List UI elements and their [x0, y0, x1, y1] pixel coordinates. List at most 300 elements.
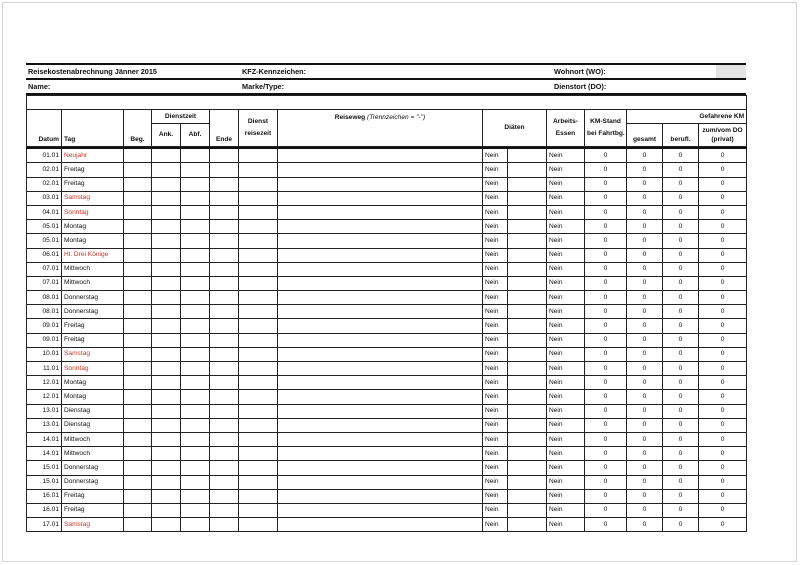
cell-diaeten[interactable]: Nein [483, 432, 508, 446]
cell-ende[interactable] [210, 404, 239, 418]
cell-ende[interactable] [210, 163, 239, 177]
cell-tag[interactable]: Donnerstag [62, 461, 124, 475]
cell-tag[interactable]: Montag [62, 376, 124, 390]
cell-tag[interactable]: Freitag [62, 503, 124, 517]
cell-diaeten[interactable]: Nein [483, 177, 508, 191]
cell-dienstreisezeit[interactable] [239, 418, 278, 432]
cell-diaeten-amount[interactable] [508, 276, 547, 290]
cell-diaeten[interactable]: Nein [483, 148, 508, 163]
cell-dienstreisezeit[interactable] [239, 518, 278, 532]
cell-arbeitsessen[interactable]: Nein [547, 220, 585, 234]
cell-arbeitsessen[interactable]: Nein [547, 447, 585, 461]
cell-dienstreisezeit[interactable] [239, 177, 278, 191]
cell-tag[interactable]: Sonntag [62, 362, 124, 376]
cell-arbeitsessen[interactable]: Nein [547, 148, 585, 163]
cell-arbeitsessen[interactable]: Nein [547, 163, 585, 177]
cell-tag[interactable]: Montag [62, 234, 124, 248]
cell-reiseweg[interactable] [278, 518, 483, 532]
cell-diaeten-amount[interactable] [508, 163, 547, 177]
cell-diaeten-amount[interactable] [508, 305, 547, 319]
cell-arbeitsessen[interactable]: Nein [547, 276, 585, 290]
cell-ende[interactable] [210, 291, 239, 305]
cell-kmstand[interactable]: 0 [585, 475, 627, 489]
cell-ank[interactable] [152, 291, 181, 305]
cell-diaeten[interactable]: Nein [483, 234, 508, 248]
cell-diaeten[interactable]: Nein [483, 220, 508, 234]
cell-reiseweg[interactable] [278, 461, 483, 475]
cell-berufl[interactable]: 0 [663, 376, 699, 390]
cell-diaeten[interactable]: Nein [483, 163, 508, 177]
cell-privat[interactable]: 0 [699, 191, 747, 205]
cell-abf[interactable] [181, 163, 210, 177]
cell-abf[interactable] [181, 347, 210, 361]
cell-berufl[interactable]: 0 [663, 163, 699, 177]
cell-diaeten-amount[interactable] [508, 262, 547, 276]
cell-beg[interactable] [124, 177, 152, 191]
cell-tag[interactable]: Samstag [62, 191, 124, 205]
cell-tag[interactable]: Freitag [62, 333, 124, 347]
cell-berufl[interactable]: 0 [663, 475, 699, 489]
cell-ank[interactable] [152, 362, 181, 376]
cell-reiseweg[interactable] [278, 418, 483, 432]
cell-ende[interactable] [210, 234, 239, 248]
cell-ende[interactable] [210, 503, 239, 517]
cell-ank[interactable] [152, 518, 181, 532]
cell-diaeten[interactable]: Nein [483, 191, 508, 205]
cell-gesamt[interactable]: 0 [627, 276, 663, 290]
cell-diaeten-amount[interactable] [508, 518, 547, 532]
cell-dienstreisezeit[interactable] [239, 205, 278, 219]
cell-dienstreisezeit[interactable] [239, 447, 278, 461]
cell-dienstreisezeit[interactable] [239, 148, 278, 163]
cell-tag[interactable]: Donnerstag [62, 475, 124, 489]
cell-datum[interactable]: 14.01 [27, 432, 62, 446]
cell-ank[interactable] [152, 489, 181, 503]
cell-gesamt[interactable]: 0 [627, 489, 663, 503]
cell-arbeitsessen[interactable]: Nein [547, 205, 585, 219]
cell-gesamt[interactable]: 0 [627, 248, 663, 262]
cell-ank[interactable] [152, 305, 181, 319]
cell-berufl[interactable]: 0 [663, 461, 699, 475]
cell-beg[interactable] [124, 205, 152, 219]
cell-ende[interactable] [210, 518, 239, 532]
cell-ende[interactable] [210, 376, 239, 390]
cell-ende[interactable] [210, 489, 239, 503]
cell-berufl[interactable]: 0 [663, 276, 699, 290]
cell-arbeitsessen[interactable]: Nein [547, 418, 585, 432]
cell-kmstand[interactable]: 0 [585, 276, 627, 290]
cell-datum[interactable]: 05.01 [27, 234, 62, 248]
cell-gesamt[interactable]: 0 [627, 461, 663, 475]
cell-reiseweg[interactable] [278, 503, 483, 517]
cell-dienstreisezeit[interactable] [239, 489, 278, 503]
cell-berufl[interactable]: 0 [663, 220, 699, 234]
cell-berufl[interactable]: 0 [663, 432, 699, 446]
cell-diaeten[interactable]: Nein [483, 418, 508, 432]
cell-ende[interactable] [210, 347, 239, 361]
cell-ank[interactable] [152, 418, 181, 432]
cell-reiseweg[interactable] [278, 376, 483, 390]
cell-ende[interactable] [210, 362, 239, 376]
cell-ank[interactable] [152, 148, 181, 163]
cell-privat[interactable]: 0 [699, 177, 747, 191]
cell-kmstand[interactable]: 0 [585, 262, 627, 276]
cell-privat[interactable]: 0 [699, 518, 747, 532]
cell-beg[interactable] [124, 390, 152, 404]
cell-gesamt[interactable]: 0 [627, 447, 663, 461]
cell-gesamt[interactable]: 0 [627, 432, 663, 446]
cell-privat[interactable]: 0 [699, 319, 747, 333]
cell-gesamt[interactable]: 0 [627, 234, 663, 248]
cell-abf[interactable] [181, 205, 210, 219]
cell-kmstand[interactable]: 0 [585, 489, 627, 503]
cell-gesamt[interactable]: 0 [627, 148, 663, 163]
cell-reiseweg[interactable] [278, 220, 483, 234]
cell-reiseweg[interactable] [278, 404, 483, 418]
cell-abf[interactable] [181, 177, 210, 191]
cell-dienstreisezeit[interactable] [239, 291, 278, 305]
cell-beg[interactable] [124, 148, 152, 163]
cell-arbeitsessen[interactable]: Nein [547, 191, 585, 205]
cell-arbeitsessen[interactable]: Nein [547, 291, 585, 305]
cell-reiseweg[interactable] [278, 248, 483, 262]
cell-kmstand[interactable]: 0 [585, 447, 627, 461]
cell-reiseweg[interactable] [278, 276, 483, 290]
cell-datum[interactable]: 09.01 [27, 319, 62, 333]
cell-tag[interactable]: Mittwoch [62, 262, 124, 276]
cell-diaeten[interactable]: Nein [483, 518, 508, 532]
cell-kmstand[interactable]: 0 [585, 404, 627, 418]
cell-beg[interactable] [124, 404, 152, 418]
cell-gesamt[interactable]: 0 [627, 191, 663, 205]
cell-diaeten-amount[interactable] [508, 461, 547, 475]
cell-ank[interactable] [152, 205, 181, 219]
cell-kmstand[interactable]: 0 [585, 234, 627, 248]
cell-beg[interactable] [124, 489, 152, 503]
cell-beg[interactable] [124, 503, 152, 517]
cell-arbeitsessen[interactable]: Nein [547, 362, 585, 376]
cell-privat[interactable]: 0 [699, 305, 747, 319]
cell-privat[interactable]: 0 [699, 362, 747, 376]
cell-diaeten[interactable]: Nein [483, 333, 508, 347]
cell-abf[interactable] [181, 418, 210, 432]
cell-privat[interactable]: 0 [699, 390, 747, 404]
cell-berufl[interactable]: 0 [663, 404, 699, 418]
cell-dienstreisezeit[interactable] [239, 163, 278, 177]
cell-diaeten[interactable]: Nein [483, 276, 508, 290]
cell-ende[interactable] [210, 177, 239, 191]
cell-kmstand[interactable]: 0 [585, 418, 627, 432]
cell-privat[interactable]: 0 [699, 248, 747, 262]
cell-kmstand[interactable]: 0 [585, 362, 627, 376]
cell-arbeitsessen[interactable]: Nein [547, 518, 585, 532]
cell-dienstreisezeit[interactable] [239, 404, 278, 418]
cell-tag[interactable]: Freitag [62, 319, 124, 333]
cell-abf[interactable] [181, 319, 210, 333]
cell-ende[interactable] [210, 220, 239, 234]
cell-abf[interactable] [181, 404, 210, 418]
cell-dienstreisezeit[interactable] [239, 234, 278, 248]
cell-arbeitsessen[interactable]: Nein [547, 305, 585, 319]
cell-dienstreisezeit[interactable] [239, 432, 278, 446]
cell-beg[interactable] [124, 475, 152, 489]
cell-diaeten-amount[interactable] [508, 191, 547, 205]
cell-kmstand[interactable]: 0 [585, 220, 627, 234]
cell-abf[interactable] [181, 333, 210, 347]
cell-datum[interactable]: 04.01 [27, 205, 62, 219]
cell-gesamt[interactable]: 0 [627, 404, 663, 418]
cell-arbeitsessen[interactable]: Nein [547, 248, 585, 262]
cell-tag[interactable]: Freitag [62, 489, 124, 503]
cell-diaeten-amount[interactable] [508, 248, 547, 262]
cell-privat[interactable]: 0 [699, 276, 747, 290]
cell-datum[interactable]: 14.01 [27, 447, 62, 461]
cell-ende[interactable] [210, 305, 239, 319]
cell-beg[interactable] [124, 518, 152, 532]
cell-abf[interactable] [181, 362, 210, 376]
cell-reiseweg[interactable] [278, 447, 483, 461]
cell-tag[interactable]: Mittwoch [62, 276, 124, 290]
cell-diaeten[interactable]: Nein [483, 404, 508, 418]
cell-gesamt[interactable]: 0 [627, 347, 663, 361]
cell-tag[interactable]: Montag [62, 390, 124, 404]
cell-datum[interactable]: 13.01 [27, 418, 62, 432]
cell-ank[interactable] [152, 461, 181, 475]
cell-beg[interactable] [124, 262, 152, 276]
cell-reiseweg[interactable] [278, 191, 483, 205]
cell-privat[interactable]: 0 [699, 333, 747, 347]
cell-berufl[interactable]: 0 [663, 518, 699, 532]
cell-reiseweg[interactable] [278, 205, 483, 219]
cell-diaeten-amount[interactable] [508, 489, 547, 503]
cell-berufl[interactable]: 0 [663, 347, 699, 361]
cell-diaeten[interactable]: Nein [483, 305, 508, 319]
cell-beg[interactable] [124, 305, 152, 319]
cell-diaeten-amount[interactable] [508, 432, 547, 446]
cell-arbeitsessen[interactable]: Nein [547, 177, 585, 191]
cell-ende[interactable] [210, 461, 239, 475]
cell-berufl[interactable]: 0 [663, 418, 699, 432]
cell-diaeten[interactable]: Nein [483, 489, 508, 503]
cell-diaeten[interactable]: Nein [483, 262, 508, 276]
cell-reiseweg[interactable] [278, 319, 483, 333]
cell-diaeten[interactable]: Nein [483, 362, 508, 376]
cell-diaeten-amount[interactable] [508, 177, 547, 191]
cell-beg[interactable] [124, 191, 152, 205]
cell-diaeten[interactable]: Nein [483, 319, 508, 333]
cell-ank[interactable] [152, 177, 181, 191]
cell-dienstreisezeit[interactable] [239, 376, 278, 390]
cell-ank[interactable] [152, 319, 181, 333]
cell-arbeitsessen[interactable]: Nein [547, 461, 585, 475]
cell-ank[interactable] [152, 262, 181, 276]
cell-datum[interactable]: 01.01 [27, 148, 62, 163]
cell-diaeten[interactable]: Nein [483, 291, 508, 305]
cell-diaeten[interactable]: Nein [483, 447, 508, 461]
cell-datum[interactable]: 16.01 [27, 503, 62, 517]
cell-datum[interactable]: 08.01 [27, 305, 62, 319]
cell-arbeitsessen[interactable]: Nein [547, 475, 585, 489]
cell-reiseweg[interactable] [278, 432, 483, 446]
cell-berufl[interactable]: 0 [663, 333, 699, 347]
cell-berufl[interactable]: 0 [663, 390, 699, 404]
cell-kmstand[interactable]: 0 [585, 163, 627, 177]
cell-kmstand[interactable]: 0 [585, 503, 627, 517]
cell-ende[interactable] [210, 475, 239, 489]
cell-tag[interactable]: Mittwoch [62, 432, 124, 446]
cell-diaeten[interactable]: Nein [483, 461, 508, 475]
cell-gesamt[interactable]: 0 [627, 362, 663, 376]
cell-berufl[interactable]: 0 [663, 148, 699, 163]
cell-arbeitsessen[interactable]: Nein [547, 489, 585, 503]
cell-kmstand[interactable]: 0 [585, 518, 627, 532]
cell-datum[interactable]: 13.01 [27, 404, 62, 418]
cell-diaeten-amount[interactable] [508, 447, 547, 461]
cell-arbeitsessen[interactable]: Nein [547, 234, 585, 248]
cell-diaeten[interactable]: Nein [483, 503, 508, 517]
cell-beg[interactable] [124, 163, 152, 177]
cell-datum[interactable]: 15.01 [27, 475, 62, 489]
cell-gesamt[interactable]: 0 [627, 291, 663, 305]
cell-kmstand[interactable]: 0 [585, 390, 627, 404]
cell-arbeitsessen[interactable]: Nein [547, 262, 585, 276]
cell-reiseweg[interactable] [278, 333, 483, 347]
cell-privat[interactable]: 0 [699, 291, 747, 305]
cell-reiseweg[interactable] [278, 234, 483, 248]
cell-dienstreisezeit[interactable] [239, 475, 278, 489]
cell-kmstand[interactable]: 0 [585, 333, 627, 347]
cell-arbeitsessen[interactable]: Nein [547, 319, 585, 333]
cell-datum[interactable]: 17.01 [27, 518, 62, 532]
cell-beg[interactable] [124, 432, 152, 446]
cell-ank[interactable] [152, 404, 181, 418]
cell-kmstand[interactable]: 0 [585, 461, 627, 475]
cell-privat[interactable]: 0 [699, 163, 747, 177]
cell-dienstreisezeit[interactable] [239, 191, 278, 205]
cell-ende[interactable] [210, 333, 239, 347]
cell-diaeten-amount[interactable] [508, 319, 547, 333]
cell-tag[interactable]: Freitag [62, 177, 124, 191]
cell-arbeitsessen[interactable]: Nein [547, 333, 585, 347]
cell-dienstreisezeit[interactable] [239, 276, 278, 290]
cell-diaeten[interactable]: Nein [483, 376, 508, 390]
cell-arbeitsessen[interactable]: Nein [547, 432, 585, 446]
cell-berufl[interactable]: 0 [663, 291, 699, 305]
cell-ende[interactable] [210, 276, 239, 290]
cell-beg[interactable] [124, 276, 152, 290]
cell-beg[interactable] [124, 234, 152, 248]
cell-kmstand[interactable]: 0 [585, 248, 627, 262]
cell-arbeitsessen[interactable]: Nein [547, 390, 585, 404]
cell-kmstand[interactable]: 0 [585, 305, 627, 319]
cell-beg[interactable] [124, 376, 152, 390]
cell-ank[interactable] [152, 447, 181, 461]
cell-dienstreisezeit[interactable] [239, 319, 278, 333]
cell-abf[interactable] [181, 503, 210, 517]
cell-datum[interactable]: 11.01 [27, 362, 62, 376]
cell-berufl[interactable]: 0 [663, 305, 699, 319]
cell-diaeten[interactable]: Nein [483, 205, 508, 219]
cell-diaeten-amount[interactable] [508, 205, 547, 219]
cell-ank[interactable] [152, 376, 181, 390]
cell-datum[interactable]: 07.01 [27, 262, 62, 276]
cell-berufl[interactable]: 0 [663, 191, 699, 205]
cell-diaeten-amount[interactable] [508, 475, 547, 489]
cell-gesamt[interactable]: 0 [627, 503, 663, 517]
cell-abf[interactable] [181, 276, 210, 290]
cell-dienstreisezeit[interactable] [239, 503, 278, 517]
cell-berufl[interactable]: 0 [663, 177, 699, 191]
cell-tag[interactable]: Donnerstag [62, 305, 124, 319]
cell-datum[interactable]: 05.01 [27, 220, 62, 234]
cell-tag[interactable]: Samstag [62, 518, 124, 532]
cell-diaeten[interactable]: Nein [483, 475, 508, 489]
cell-datum[interactable]: 07.01 [27, 276, 62, 290]
cell-abf[interactable] [181, 248, 210, 262]
cell-dienstreisezeit[interactable] [239, 220, 278, 234]
cell-tag[interactable]: Samstag [62, 347, 124, 361]
cell-reiseweg[interactable] [278, 262, 483, 276]
cell-abf[interactable] [181, 291, 210, 305]
cell-diaeten-amount[interactable] [508, 418, 547, 432]
cell-diaeten-amount[interactable] [508, 362, 547, 376]
cell-ank[interactable] [152, 475, 181, 489]
cell-ende[interactable] [210, 390, 239, 404]
cell-beg[interactable] [124, 362, 152, 376]
cell-reiseweg[interactable] [278, 475, 483, 489]
cell-berufl[interactable]: 0 [663, 205, 699, 219]
cell-datum[interactable]: 16.01 [27, 489, 62, 503]
cell-arbeitsessen[interactable]: Nein [547, 503, 585, 517]
cell-reiseweg[interactable] [278, 148, 483, 163]
cell-abf[interactable] [181, 191, 210, 205]
cell-ende[interactable] [210, 205, 239, 219]
cell-gesamt[interactable]: 0 [627, 305, 663, 319]
cell-privat[interactable]: 0 [699, 418, 747, 432]
cell-diaeten-amount[interactable] [508, 234, 547, 248]
cell-reiseweg[interactable] [278, 163, 483, 177]
cell-dienstreisezeit[interactable] [239, 248, 278, 262]
cell-diaeten-amount[interactable] [508, 291, 547, 305]
cell-kmstand[interactable]: 0 [585, 148, 627, 163]
cell-privat[interactable]: 0 [699, 376, 747, 390]
cell-berufl[interactable]: 0 [663, 319, 699, 333]
cell-abf[interactable] [181, 234, 210, 248]
cell-ende[interactable] [210, 319, 239, 333]
cell-arbeitsessen[interactable]: Nein [547, 376, 585, 390]
cell-abf[interactable] [181, 518, 210, 532]
cell-gesamt[interactable]: 0 [627, 163, 663, 177]
cell-gesamt[interactable]: 0 [627, 220, 663, 234]
cell-tag[interactable]: Neujahr [62, 148, 124, 163]
cell-abf[interactable] [181, 432, 210, 446]
cell-tag[interactable]: Hl. Drei Könige [62, 248, 124, 262]
cell-reiseweg[interactable] [278, 390, 483, 404]
cell-gesamt[interactable]: 0 [627, 475, 663, 489]
cell-gesamt[interactable]: 0 [627, 205, 663, 219]
cell-datum[interactable]: 03.01 [27, 191, 62, 205]
cell-beg[interactable] [124, 347, 152, 361]
cell-ank[interactable] [152, 390, 181, 404]
cell-dienstreisezeit[interactable] [239, 347, 278, 361]
cell-reiseweg[interactable] [278, 489, 483, 503]
cell-datum[interactable]: 12.01 [27, 390, 62, 404]
cell-datum[interactable]: 15.01 [27, 461, 62, 475]
cell-privat[interactable]: 0 [699, 262, 747, 276]
cell-berufl[interactable]: 0 [663, 248, 699, 262]
cell-diaeten-amount[interactable] [508, 503, 547, 517]
cell-abf[interactable] [181, 148, 210, 163]
